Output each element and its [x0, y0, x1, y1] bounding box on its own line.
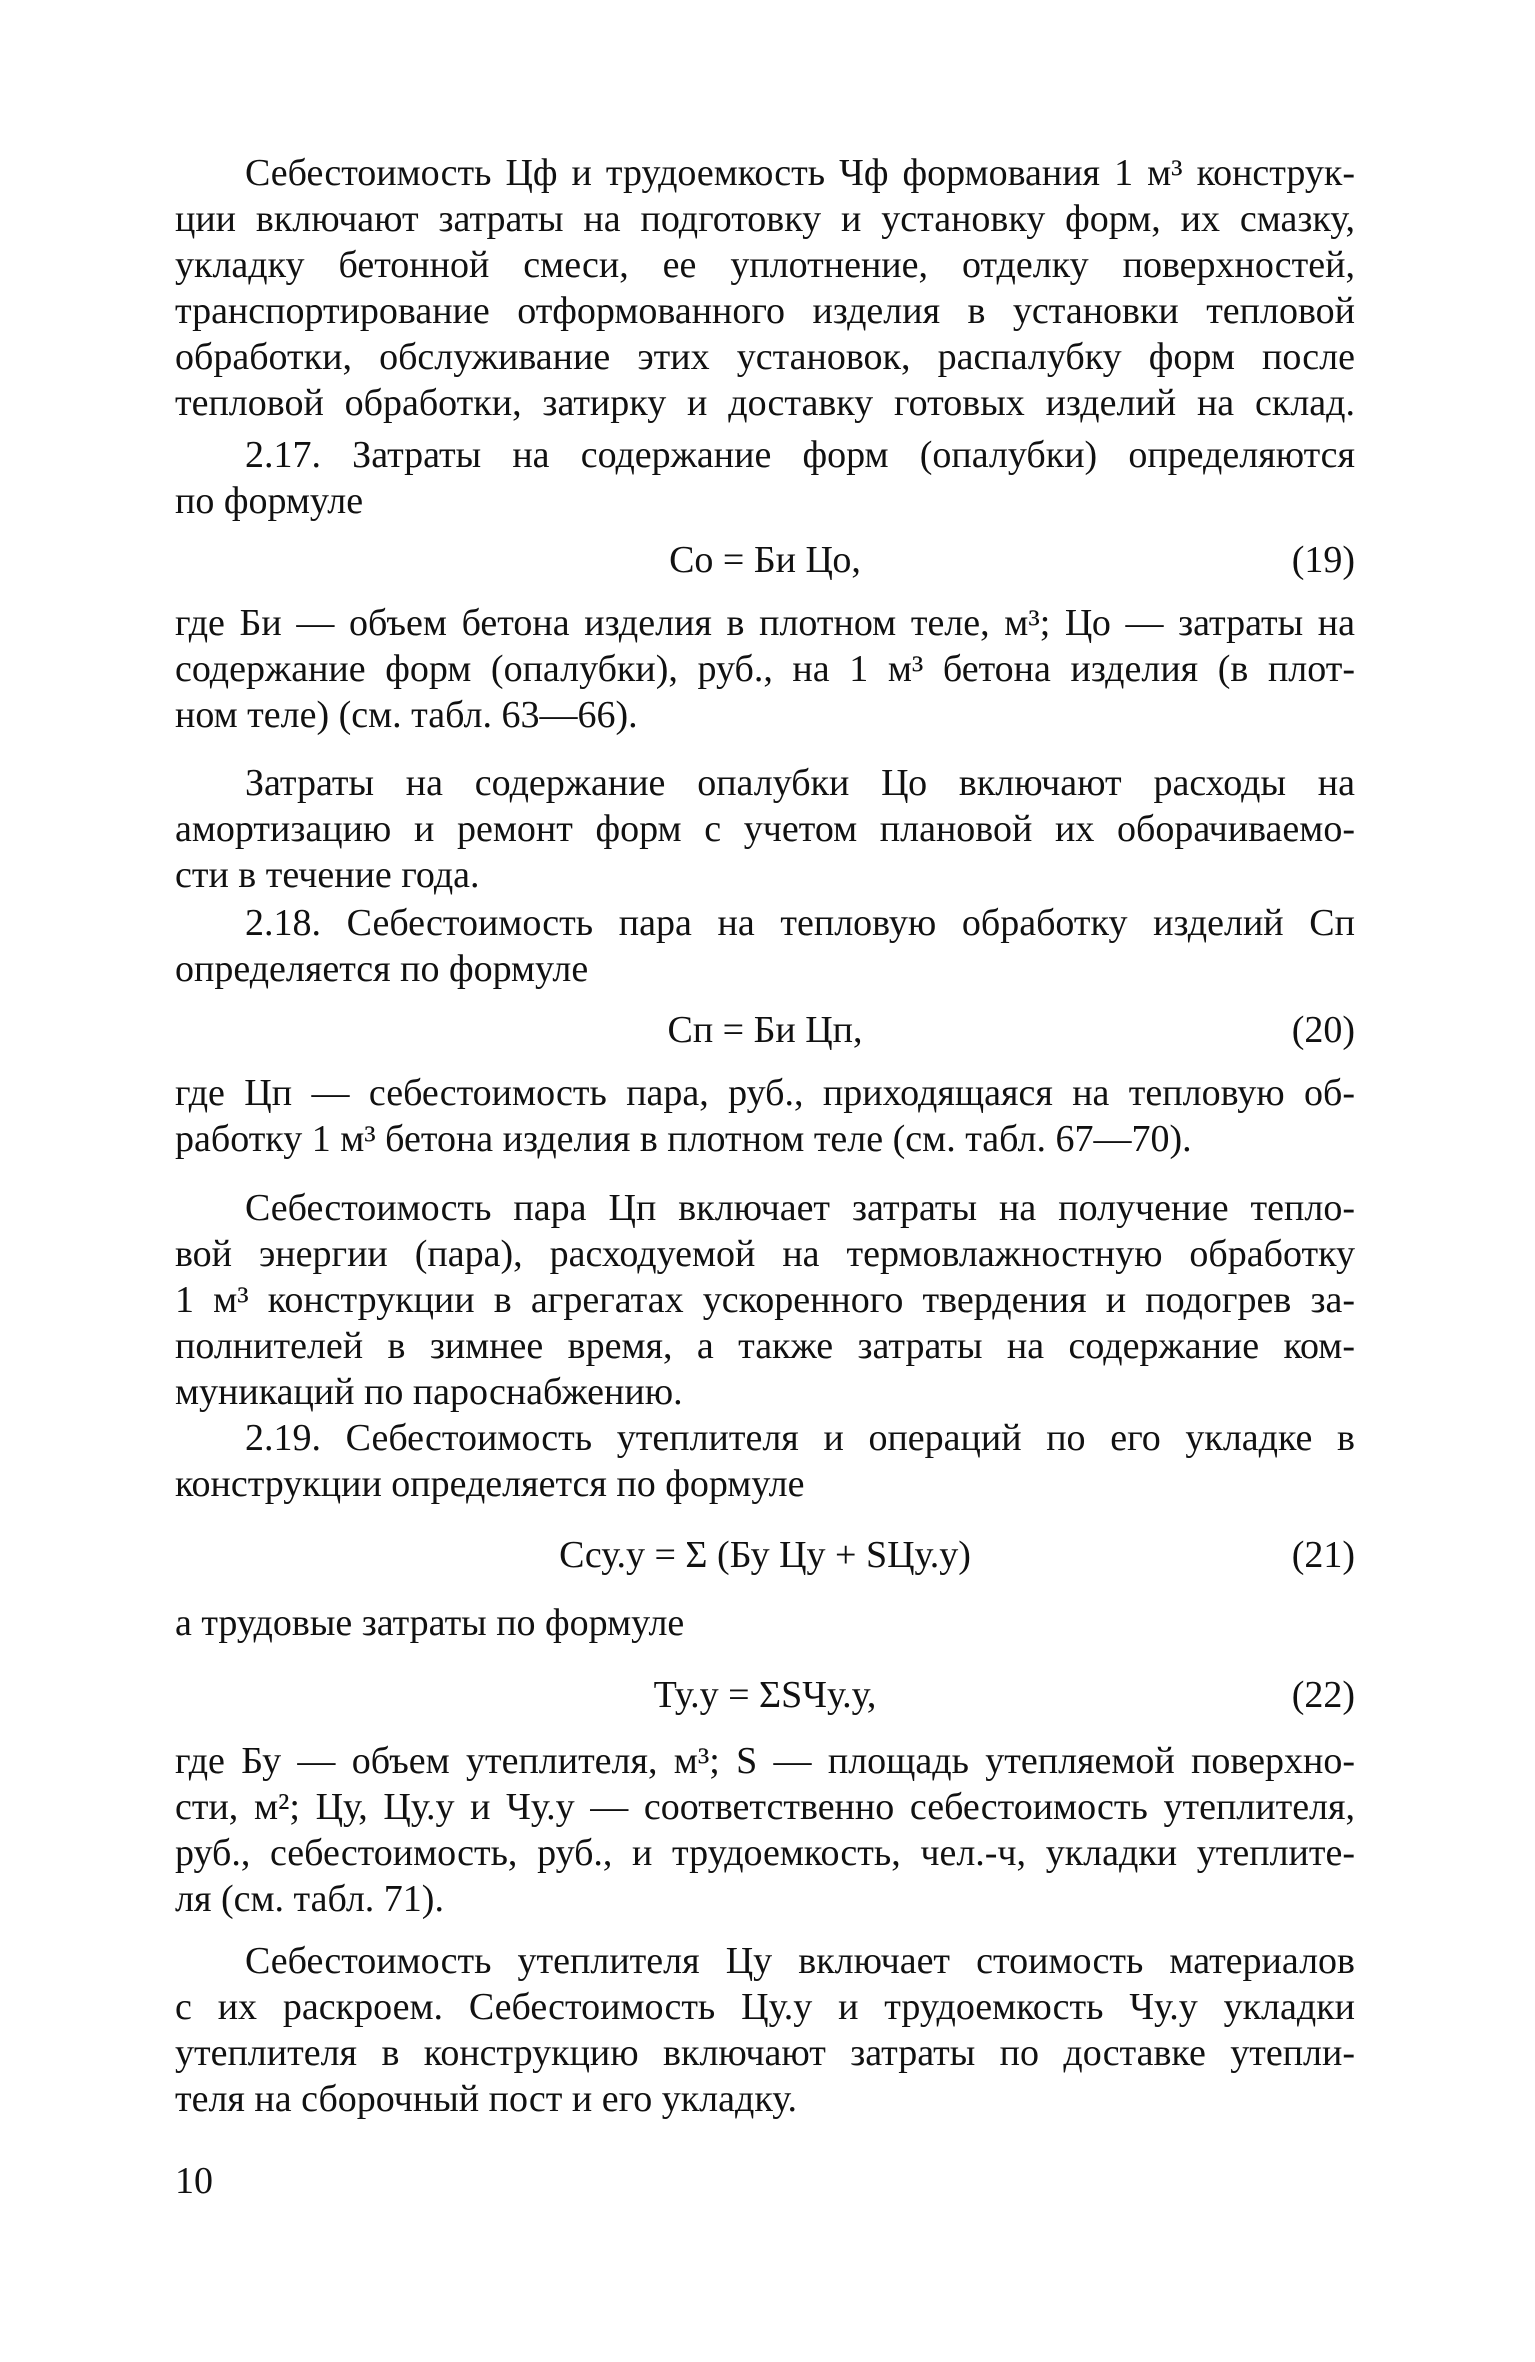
text-line: Затраты на содержание опалубки Цо включают расходы на	[245, 762, 1355, 804]
equation-number: (20)	[1291, 1009, 1355, 1051]
text-line: где Цп — себестоимость пара, руб., приходящаяся на тепловую об-	[175, 1072, 1355, 1114]
paragraph-definitions-19	[175, 600, 1355, 738]
text-line: определяется по формуле	[175, 948, 589, 990]
formula-22	[175, 1670, 1355, 1720]
paragraph-section-2-17	[175, 432, 1355, 524]
text-line: муникаций по пароснабжению.	[175, 1371, 683, 1413]
text-line: Себестоимость утеплителя Цу включает стоимость материалов	[245, 1940, 1355, 1982]
paragraph-labor-intro	[175, 1600, 1355, 1646]
text-line: 1 м³ конструкции в агрегатах ускоренного твердения и подогрев за-	[175, 1279, 1355, 1321]
text-line: сти, м²; Цу, Цу.у и Чу.у — соответственно себестоимость утеплителя,	[175, 1786, 1355, 1828]
formula-text: Ссу.у = Σ (Бу Цу + SЦу.у)	[559, 1534, 971, 1576]
text-line: где Бу — объем утеплителя, м³; S — площадь утепляемой поверхно-	[175, 1740, 1355, 1782]
text-line: сти в течение года.	[175, 854, 480, 896]
text-line: обработки, обслуживание этих установок, распалубку форм после	[175, 336, 1355, 378]
text-line: а трудовые затраты по формуле	[175, 1602, 685, 1644]
formula-text: Со = Би Цо,	[669, 539, 861, 581]
text-line: работку 1 м³ бетона изделия в плотном теле (см. табл. 67—70).	[175, 1118, 1192, 1160]
text-line: Себестоимость Цф и трудоемкость Чф формования 1 м³ конструк-	[245, 152, 1355, 194]
text-line: руб., себестоимость, руб., и трудоемкость, чел.-ч, укладки утеплите-	[175, 1832, 1355, 1874]
text-line: где Би — объем бетона изделия в плотном теле, м³; Цо — затраты на	[175, 602, 1355, 644]
paragraph-section-2-19	[175, 1415, 1355, 1507]
text-line: полнителей в зимнее время, а также затраты на содержание ком-	[175, 1325, 1355, 1367]
text-line: конструкции определяется по формуле	[175, 1463, 805, 1505]
text-line: 2.17. Затраты на содержание форм (опалубки) определяются	[245, 434, 1355, 476]
formula-text: Сп = Би Цп,	[667, 1009, 863, 1051]
text-line: ном теле) (см. табл. 63—66).	[175, 694, 638, 736]
text-line: 2.19. Себестоимость утеплителя и операций по его укладке в	[245, 1417, 1355, 1459]
formula-21	[175, 1530, 1355, 1580]
paragraph-insulation-costs	[175, 1938, 1355, 2122]
paragraph-section-2-18	[175, 900, 1355, 992]
paragraph-formwork-costs	[175, 760, 1355, 898]
formula-20	[175, 1005, 1355, 1055]
text-line: с их раскроем. Себестоимость Цу.у и трудоемкость Чу.у укладки	[175, 1986, 1355, 2028]
text-line: ции включают затраты на подготовку и установку форм, их смазку,	[175, 198, 1355, 240]
text-line: содержание форм (опалубки), руб., на 1 м³ бетона изделия (в плот-	[175, 648, 1355, 690]
text-line: транспортирование отформованного изделия в установки тепловой	[175, 290, 1355, 332]
text-line: укладку бетонной смеси, ее уплотнение, отделку поверхностей,	[175, 244, 1355, 286]
formula-19	[175, 535, 1355, 585]
text-line: вой энергии (пара), расходуемой на термовлажностную обработку	[175, 1233, 1355, 1275]
paragraph-formation-costs	[175, 150, 1355, 426]
equation-number: (21)	[1291, 1534, 1355, 1576]
formula-text: Ту.у = ΣSЧу.у,	[653, 1674, 877, 1716]
text-line: Себестоимость пара Цп включает затраты на получение тепло-	[245, 1187, 1355, 1229]
text-line: амортизацию и ремонт форм с учетом плановой их оборачиваемо-	[175, 808, 1355, 850]
text-line: ля (см. табл. 71).	[175, 1878, 444, 1920]
equation-number: (19)	[1291, 539, 1355, 581]
paragraph-steam-costs	[175, 1185, 1355, 1415]
paragraph-definitions-20	[175, 1070, 1355, 1162]
paragraph-definitions-22	[175, 1738, 1355, 1922]
text-line: теля на сборочный пост и его укладку.	[175, 2078, 797, 2120]
equation-number: (22)	[1291, 1674, 1355, 1716]
text-line: тепловой обработки, затирку и доставку готовых изделий на склад.	[175, 382, 1355, 424]
text-line: 2.18. Себестоимость пара на тепловую обработку изделий Сп	[245, 902, 1355, 944]
text-line: утеплителя в конструкцию включают затраты по доставке утепли-	[175, 2032, 1355, 2074]
text-line: по формуле	[175, 480, 364, 522]
page-number: 10	[175, 2160, 213, 2202]
